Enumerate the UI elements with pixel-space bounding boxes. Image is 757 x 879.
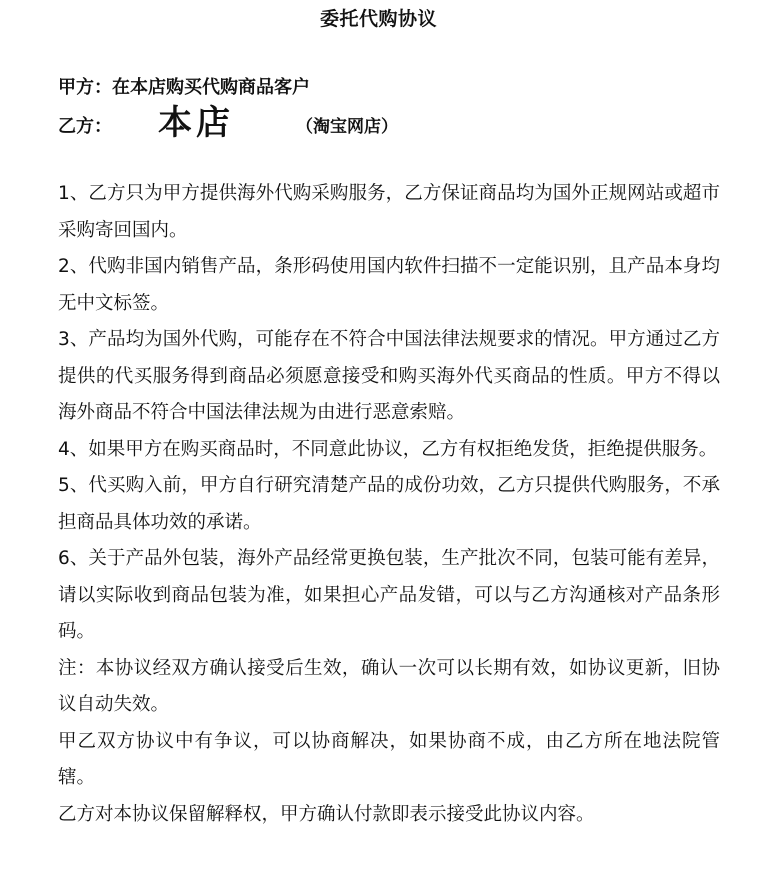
party-b-shop-note: （淘宝网店）	[296, 117, 398, 137]
clause-3: 3、产品均为国外代购，可能存在不符合中国法律法规要求的情况。甲方通过乙方提供的代买服务得到商品必须愿意接受和购买海外代买商品的性质。甲方不得以海外商品不符合中国法律法规为由进行恶意索赔。	[58, 329, 720, 423]
clause-2: 2、代购非国内销售产品，条形码使用国内软件扫描不一定能识别，且产品本身均无中文标签。	[58, 256, 720, 314]
note-interpretation: 乙方对本协议保留解释权，甲方确认付款即表示接受此协议内容。	[58, 803, 595, 825]
clause-6: 6、关于产品外包装，海外产品经常更换包装，生产批次不同，包装可能有差异，请以实际收到商品包装为准，如果担心产品发错，可以与乙方沟通核对产品条形码。	[58, 548, 720, 642]
clause-list	[58, 176, 720, 833]
document-title: 委托代购协议	[319, 8, 437, 30]
note-dispute: 甲乙双方协议中有争议，可以协商解决，如果协商不成，由乙方所在地法院管辖。	[58, 730, 720, 788]
note-effective: 注：本协议经双方确认接受后生效，确认一次可以长期有效，如协议更新，旧协议自动失效。	[58, 657, 720, 715]
party-b-label: 乙方：	[58, 116, 112, 137]
clause-5: 5、代买购入前，甲方自行研究清楚产品的成份功效，乙方只提供代购服务，不承担商品具体功效的承诺。	[58, 475, 720, 533]
party-a-line: 甲方：在本店购买代购商品客户	[58, 77, 310, 98]
clause-4: 4、如果甲方在购买商品时，不同意此协议，乙方有权拒绝发货，拒绝提供服务。	[58, 438, 718, 460]
party-b-line	[58, 103, 757, 143]
clause-1: 1、乙方只为甲方提供海外代购采购服务，乙方保证商品均为国外正规网站或超市采购寄回国内。	[58, 183, 720, 241]
party-b-shop-name: 本店	[158, 103, 234, 143]
